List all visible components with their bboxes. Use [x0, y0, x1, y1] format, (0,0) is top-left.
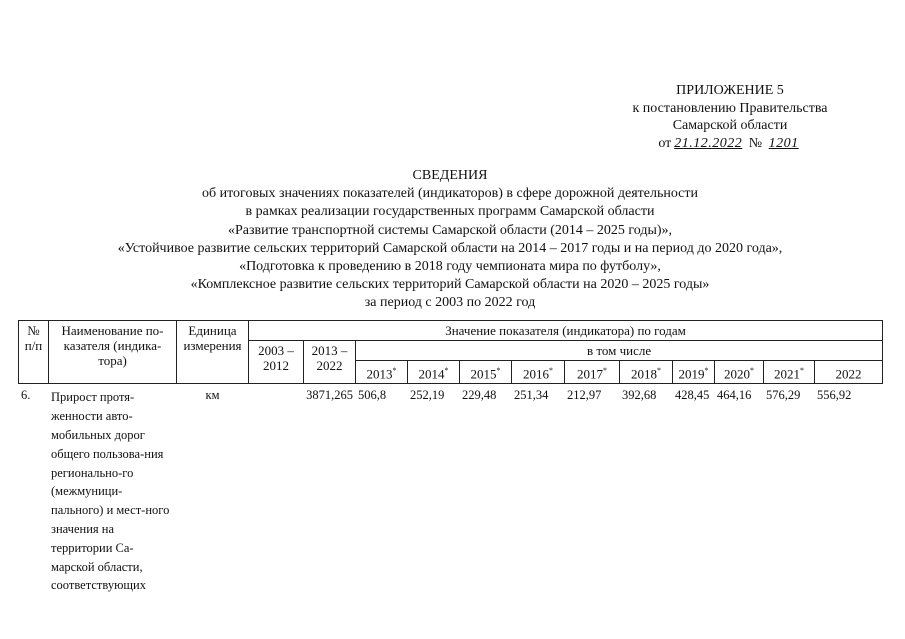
- header-period-2013-2022: 2013 – 2022: [304, 341, 356, 384]
- header-name: Наименование по-казателя (индика-тора): [49, 321, 177, 384]
- value-2003-2012: [249, 384, 304, 599]
- heading-line: «Устойчивое развитие сельских территорий Самарской области на 2014 – 2017 годы и на период до 2020 года»,: [117, 240, 783, 256]
- appendix-signature-line: [600, 135, 860, 153]
- document-title: СВЕДЕНИЯ: [412, 168, 488, 183]
- heading-line: в рамках реализации государственных программ Самарской области: [245, 204, 655, 220]
- table-row: [19, 384, 883, 599]
- number-sign: №: [748, 135, 763, 151]
- heading-line: «Подготовка к проведению в 2018 году чемпионата мира по футболу»,: [239, 259, 661, 275]
- indicator-name: Прирост протя-женности авто-мобильных дорог общего пользова-ния регионально-го (межмуници-пального) и мест-ного значения на территории Са-марской области, соответствующих: [51, 390, 170, 593]
- header-year: 2020*: [715, 361, 764, 384]
- appendix-line-2: Самарской области: [672, 118, 788, 133]
- decree-date: 21.12.2022: [674, 135, 743, 151]
- value-cell: 229,48: [462, 388, 497, 403]
- appendix-title: ПРИЛОЖЕНИЕ 5: [676, 83, 784, 98]
- indicators-table: [18, 320, 883, 599]
- header-year: 2015*: [460, 361, 512, 384]
- value-cell: 251,34: [514, 388, 549, 403]
- value-cell: 506,8: [358, 388, 387, 403]
- value-cell: 212,97: [567, 388, 602, 403]
- header-year: 2017*: [565, 361, 620, 384]
- header-no: № п/п: [19, 321, 49, 384]
- value-cell: 576,29: [766, 388, 801, 403]
- appendix-line-1: к постановлению Правительства: [632, 100, 828, 116]
- value-cell: 464,16: [717, 388, 752, 403]
- value-cell: 252,19: [410, 388, 445, 403]
- header-year: 2014*: [408, 361, 460, 384]
- appendix-block: [600, 82, 860, 152]
- row-number: 6.: [21, 388, 31, 403]
- header-year: 2022: [815, 361, 883, 384]
- header-value-group: Значение показателя (индикатора) по годам: [249, 321, 883, 341]
- heading-line: об итоговых значениях показателей (индикаторов) в сфере дорожной деятельности: [202, 186, 698, 202]
- header-period-2003-2012: 2003 – 2012: [249, 341, 304, 384]
- value-cell: 392,68: [622, 388, 657, 403]
- header-year: 2021*: [764, 361, 815, 384]
- from-label: от: [658, 135, 672, 151]
- heading-line: «Комплексное развитие сельских территорий Самарской области на 2020 – 2025 годы»: [190, 277, 710, 293]
- header-year: 2013*: [356, 361, 408, 384]
- decree-number: 1201: [768, 135, 799, 151]
- heading-line: за период с 2003 по 2022 год: [364, 295, 536, 311]
- header-unit: Единица измерения: [177, 321, 249, 384]
- indicator-unit: км: [205, 388, 220, 403]
- document-heading: [60, 167, 840, 313]
- value-cell: 428,45: [675, 388, 710, 403]
- header-including: в том числе: [356, 341, 883, 361]
- value-cell: 556,92: [817, 388, 852, 403]
- header-year: 2019*: [673, 361, 715, 384]
- heading-line: «Развитие транспортной системы Самарской области (2014 – 2025 годы)»,: [227, 222, 673, 238]
- value-2013-2022: 3871,265: [306, 388, 353, 403]
- header-year: 2018*: [620, 361, 673, 384]
- header-year: 2016*: [512, 361, 565, 384]
